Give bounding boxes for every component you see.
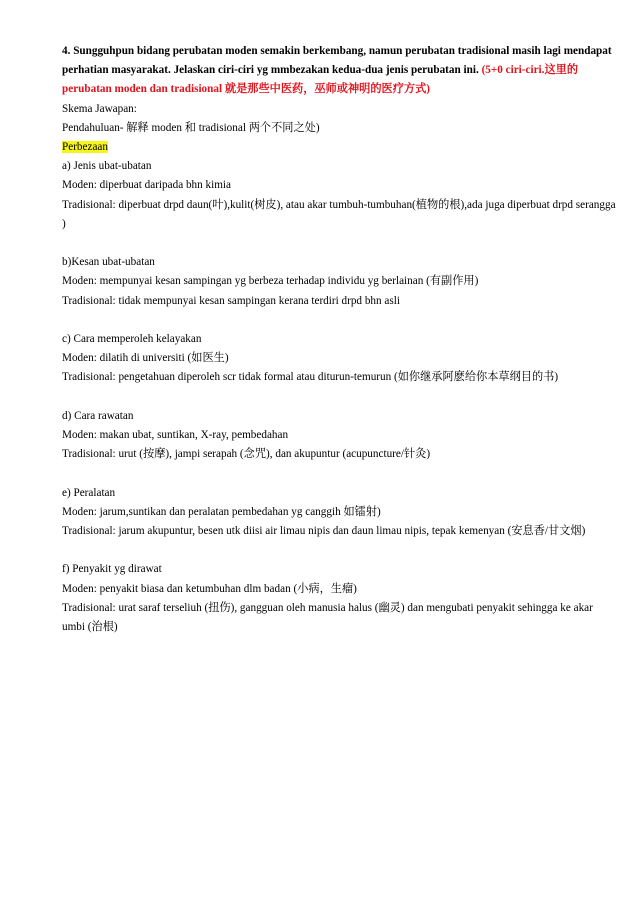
perbezaan-heading	[62, 138, 618, 157]
section-b	[62, 253, 618, 311]
perbezaan-label: Perbezaan	[62, 141, 108, 154]
section-f	[62, 560, 618, 637]
question-paragraph	[62, 42, 618, 100]
skema-heading: Skema Jawapan:	[62, 102, 137, 115]
tradisional-line: Tradisional: pengetahuan diperoleh scr tidak formal atau diturun-temurun (如你继承阿麽给你本草纲目的书)	[62, 371, 559, 384]
tradisional-line: Tradisional: diperbuat drpd daun(叶),kulit(树皮), atau akar tumbuh-tumbuhan(植物的根),ada juga diperbuat drpd serangga )	[62, 198, 616, 230]
document-page	[62, 42, 618, 637]
section-gap	[62, 464, 618, 483]
tradisional-line: Tradisional: jarum akupuntur, besen utk diisi air limau nipis dan daun limau nipis, tepak kemenyan (安息香/甘文烟)	[62, 525, 586, 538]
moden-line: Moden: makan ubat, suntikan, X-ray, pembedahan	[62, 429, 289, 442]
section-heading: e) Peralatan	[62, 486, 116, 499]
note-mid: perubatan moden dan tradisional	[62, 83, 225, 96]
moden-line: Moden: diperbuat daripada bhn kimia	[62, 179, 232, 192]
section-gap	[62, 541, 618, 560]
moden-line: Moden: penyakit biasa dan ketumbuhan dlm badan (小病，生瘤)	[62, 582, 357, 595]
marks-note: (5+0 ciri-ciri.	[481, 64, 545, 77]
section-heading: b)Kesan ubat-ubatan	[62, 256, 155, 269]
tradisional-line: Tradisional: urat saraf terseliuh (扭伤), gangguan oleh manusia halus (幽灵) dan mengubati penyakit sehingga ke akar umbi (治根)	[62, 601, 593, 634]
note-cn-a: 这里的	[544, 64, 579, 77]
section-e	[62, 484, 618, 542]
section-gap	[62, 388, 618, 407]
moden-line: Moden: dilatih di universiti (如医生)	[62, 352, 229, 365]
note-close: )	[426, 83, 430, 96]
section-heading: c) Cara memperoleh kelayakan	[62, 333, 202, 346]
section-gap	[62, 311, 618, 330]
section-heading: d) Cara rawatan	[62, 409, 134, 422]
section-a	[62, 157, 618, 234]
moden-line: Moden: mempunyai kesan sampingan yg berbeza terhadap individu yg berlainan (有副作用)	[62, 275, 479, 288]
tradisional-line: Tradisional: tidak mempunyai kesan sampingan kerana terdiri drpd bhn asli	[62, 294, 400, 307]
section-c	[62, 330, 618, 388]
question-text: 4. Sungguhpun bidang perubatan moden semakin berkembang, namun perubatan tradisional masih lagi mendapat perhatian masyarakat. Jelaskan ciri-ciri yg mmbezakan kedua-dua jenis perubatan ini.	[62, 45, 612, 77]
section-gap	[62, 234, 618, 253]
section-d	[62, 407, 618, 465]
section-heading: a) Jenis ubat-ubatan	[62, 160, 152, 173]
section-heading: f) Penyakit yg dirawat	[62, 563, 162, 576]
pendahuluan-line: Pendahuluan- 解释 moden 和 tradisional 两个不同之处)	[62, 121, 320, 134]
note-cn-b: 就是那些中医药，巫师或神明的医疗方式	[224, 83, 427, 96]
tradisional-line: Tradisional: urut (按摩), jampi serapah (念咒), dan akupuntur (acupuncture/针灸)	[62, 448, 431, 461]
moden-line: Moden: jarum,suntikan dan peralatan pembedahan yg canggih 如镭射)	[62, 505, 381, 518]
